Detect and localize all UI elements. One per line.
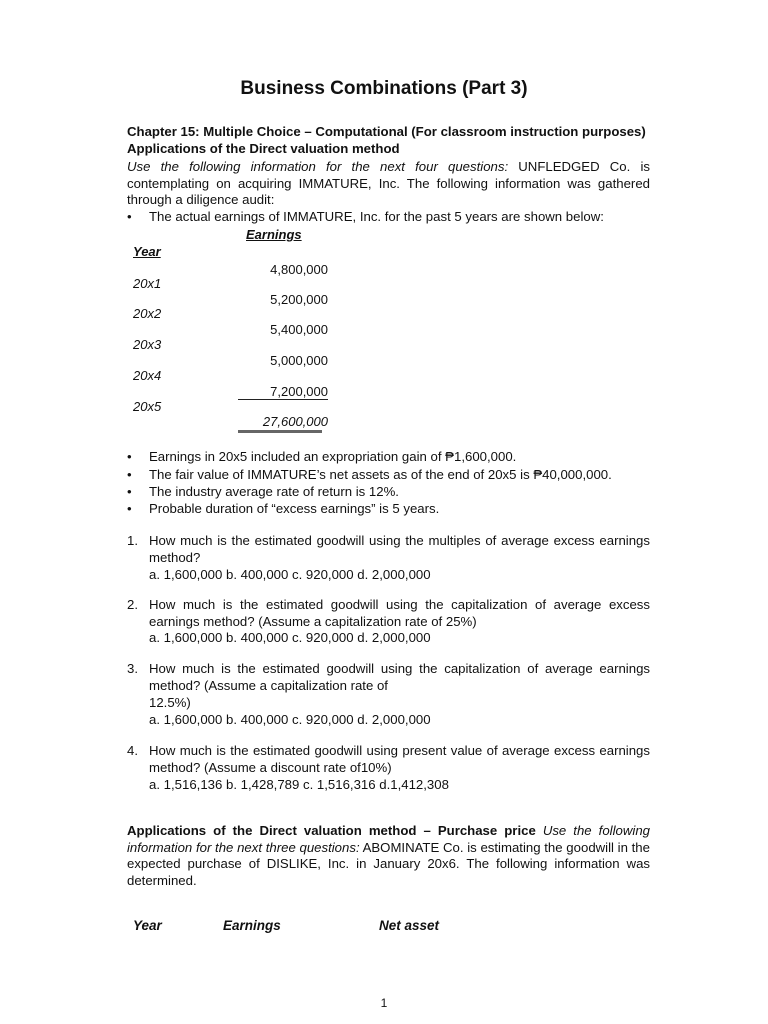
year-cell: 20x4 (133, 368, 162, 383)
bullet-icon: • (127, 467, 132, 482)
purchase-section-heading: Applications of the Direct valuation method – Purchase price (127, 823, 536, 838)
answer-options: a. 1,600,000 b. 400,000 c. 920,000 d. 2,000,000 (149, 567, 431, 582)
earnings-total: 27,600,000 (262, 414, 328, 429)
bullet-icon: • (127, 209, 132, 224)
year-header: Year (133, 244, 161, 259)
bullet-text: Probable duration of “excess earnings” is 5 years. (149, 501, 440, 516)
intro-paragraph (127, 159, 650, 209)
question-text: How much is the estimated goodwill using the multiples of average excess earnings method? (149, 533, 650, 565)
question-4 (127, 742, 650, 792)
subtotal-rule (238, 399, 328, 400)
page-number: 1 (380, 996, 388, 1010)
answer-options: a. 1,600,000 b. 400,000 c. 920,000 d. 2,000,000 (149, 630, 431, 645)
question-1 (127, 532, 650, 582)
intro-italic: Use the following information for the next four questions: (127, 159, 509, 174)
bullet-text: The industry average rate of return is 12%. (149, 484, 399, 499)
question-number: 4. (127, 743, 138, 758)
year-cell: 20x2 (133, 306, 162, 321)
answer-options: a. 1,516,136 b. 1,428,789 c. 1,516,316 d.1,412,308 (149, 777, 449, 792)
bullet-icon: • (127, 501, 132, 516)
question-text: How much is the estimated goodwill using present value of average excess earnings method? (Assume a discount rate of10%) (149, 743, 650, 775)
question-number: 2. (127, 597, 138, 612)
bullet-icon: • (127, 484, 132, 499)
question-2 (127, 596, 650, 646)
question-3 (127, 660, 650, 728)
bullet-text: The fair value of IMMATURE’s net assets as of the end of 20x5 is ₱40,000,000. (149, 467, 612, 482)
earnings-amount: 5,400,000 (270, 322, 328, 337)
purchase-section-paragraph (127, 823, 650, 889)
purchase-section-text: ABOMINATE Co. is estimating the goodwill in the expected purchase of DISLIKE, Inc. in January 20x6. The following information was determined. (127, 839, 650, 888)
intro-text: UNFLEDGED Co. is contemplating on acquiring IMMATURE, Inc. The following information was gathered through a diligence audit: (127, 159, 650, 207)
earnings-amount: 7,200,000 (270, 384, 328, 399)
earnings-header: Earnings (246, 227, 302, 242)
question-number: 3. (127, 661, 138, 676)
purchase-section-italic: Use the following information for the next three questions: (127, 823, 650, 855)
bullet-text: The actual earnings of IMMATURE, Inc. for the past 5 years are shown below: (149, 209, 604, 224)
table-header-net-asset: Net asset (379, 918, 440, 933)
earnings-amount: 5,000,000 (270, 353, 328, 368)
total-double-rule (238, 430, 322, 433)
chapter-subheading: Applications of the Direct valuation method (127, 141, 400, 156)
chapter-heading: Chapter 15: Multiple Choice – Computational (For classroom instruction purposes) (127, 124, 646, 139)
table-header-year: Year (133, 918, 162, 933)
earnings-amount: 5,200,000 (270, 292, 328, 307)
bullet-text: Earnings in 20x5 included an expropriation gain of ₱1,600,000. (149, 449, 517, 464)
question-text: How much is the estimated goodwill using the capitalization of average earnings method? (Assume a capitalization rate of (149, 661, 650, 693)
question-text: How much is the estimated goodwill using the capitalization of average excess earnings method? (Assume a capitalization rate of 25%) (149, 597, 650, 629)
year-cell: 20x1 (133, 276, 162, 291)
page-title: Business Combinations (Part 3) (240, 78, 528, 99)
answer-options: a. 1,600,000 b. 400,000 c. 920,000 d. 2,000,000 (149, 712, 431, 727)
table-header-earnings: Earnings (223, 918, 281, 933)
earnings-amount: 4,800,000 (270, 262, 328, 277)
year-cell: 20x5 (133, 399, 162, 414)
year-cell: 20x3 (133, 337, 162, 352)
question-number: 1. (127, 533, 138, 548)
question-text-continued: 12.5%) (149, 695, 191, 710)
bullet-icon: • (127, 449, 132, 464)
